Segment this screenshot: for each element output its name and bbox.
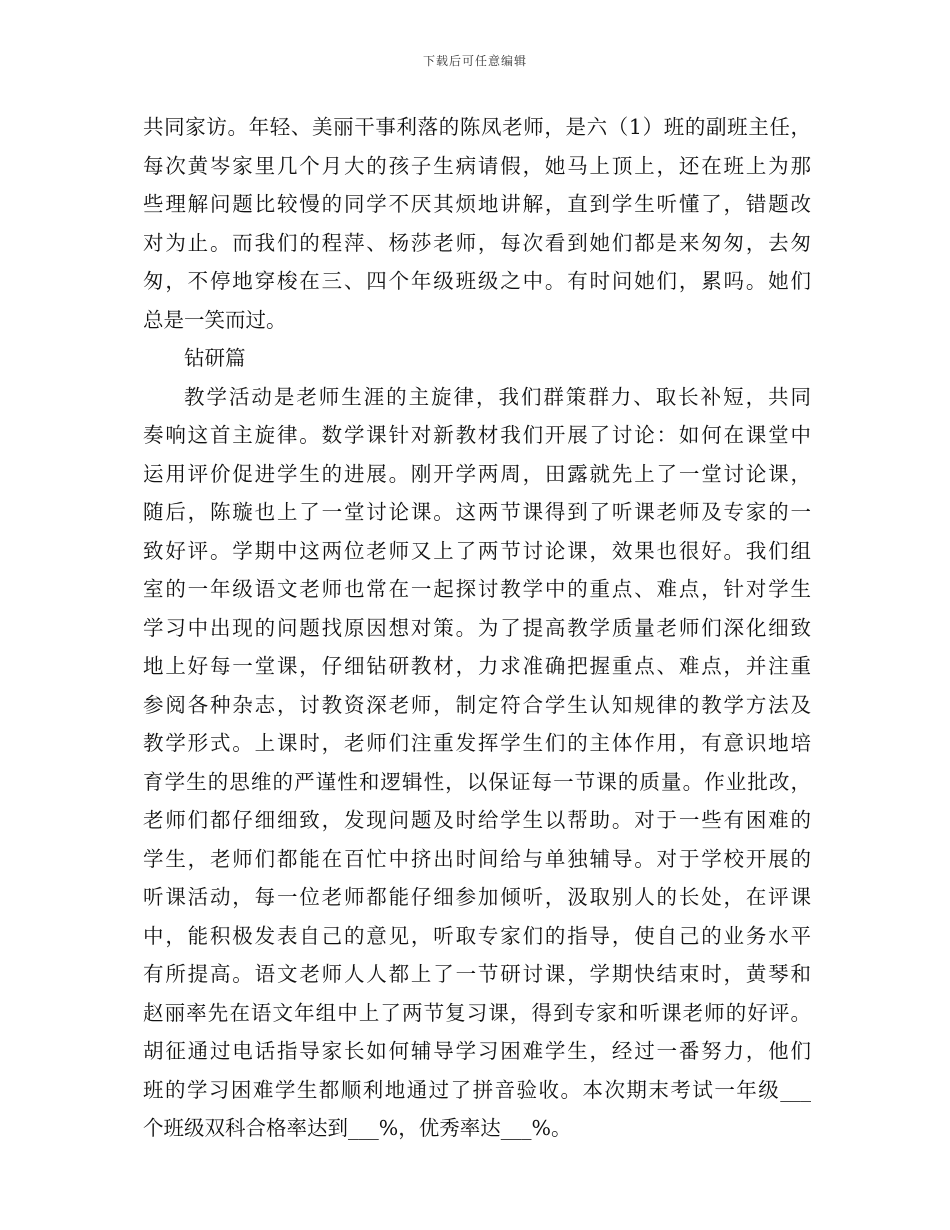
text-line: 共同家访。年轻、美丽干事利落的陈凤老师，是六（1）班的副班主任， (143, 115, 811, 139)
text-line: 教学活动是老师生涯的主旋律，我们群策群力、取长补短，共同 (184, 384, 811, 409)
text-line: 致好评。学期中这两位老师又上了两节讨论课，效果也很好。我们组 (143, 538, 811, 563)
page-header: 下载后可任意编辑 (422, 54, 527, 68)
text-line: 教学形式。上课时，老师们注重发挥学生们的主体作用，有意识地培 (143, 731, 811, 755)
text-line: 奏响这首主旋律。数学课针对新教材我们开展了讨论：如何在课堂中 (143, 423, 811, 447)
text-line: 些理解问题比较慢的同学不厌其烦地讲解，直到学生听懂了，错题改 (143, 192, 811, 216)
text-line: 匆，不停地穿梭在三、四个年级班级之中。有时问她们，累吗。她们 (143, 269, 811, 293)
text-line: 中，能积极发表自己的意见，听取专家们的指导，使自己的业务水平 (143, 923, 811, 948)
text-line: 个班级双科合格率达到___%，优秀率达___%。 (143, 1116, 572, 1140)
text-line: 有所提高。语文老师人人都上了一节研讨课，学期快结束时，黄琴和 (143, 962, 811, 986)
text-line: 学习中出现的问题找原因想对策。为了提高教学质量老师们深化细致 (143, 615, 811, 640)
text-line: 总是一笑而过。 (143, 307, 287, 332)
text-line: 育学生的思维的严谨性和逻辑性，以保证每一节课的质量。作业批改， (143, 769, 811, 794)
section-heading: 钻研篇 (184, 346, 246, 370)
text-line: 参阅各种杂志，讨教资深老师，制定符合学生认知规律的教学方法及 (143, 692, 811, 717)
text-line: 每次黄岑家里几个月大的孩子生病请假，她马上顶上，还在班上为那 (143, 153, 811, 178)
text-line: 室的一年级语文老师也常在一起探讨教学中的重点、难点，针对学生 (143, 577, 811, 601)
text-line: 听课活动，每一位老师都能仔细参加倾听，汲取别人的长处，在评课 (143, 885, 811, 909)
text-line: 班的学习困难学生都顺利地通过了拼音验收。本次期末考试一年级___ (143, 1077, 811, 1102)
text-line: 随后，陈璇也上了一堂讨论课。这两节课得到了听课老师及专家的一 (143, 500, 811, 524)
document-body (143, 108, 811, 1148)
text-line: 对为止。而我们的程萍、杨莎老师，每次看到她们都是来匆匆，去匆 (143, 230, 811, 255)
text-line: 地上好每一堂课，仔细钻研教材，力求准确把握重点、难点，并注重 (143, 654, 811, 678)
text-line: 学生，老师们都能在百忙中挤出时间给与单独辅导。对于学校开展的 (143, 846, 811, 871)
text-line: 赵丽率先在语文年组中上了两节复习课，得到专家和听课老师的好评。 (143, 1000, 811, 1025)
text-line: 胡征通过电话指导家长如何辅导学习困难学生，经过一番努力，他们 (143, 1039, 811, 1063)
text-line: 老师们都仔细细致，发现问题及时给学生以帮助。对于一些有困难的 (143, 808, 811, 832)
text-line: 运用评价促进学生的进展。刚开学两周，田露就先上了一堂讨论课， (143, 461, 811, 486)
